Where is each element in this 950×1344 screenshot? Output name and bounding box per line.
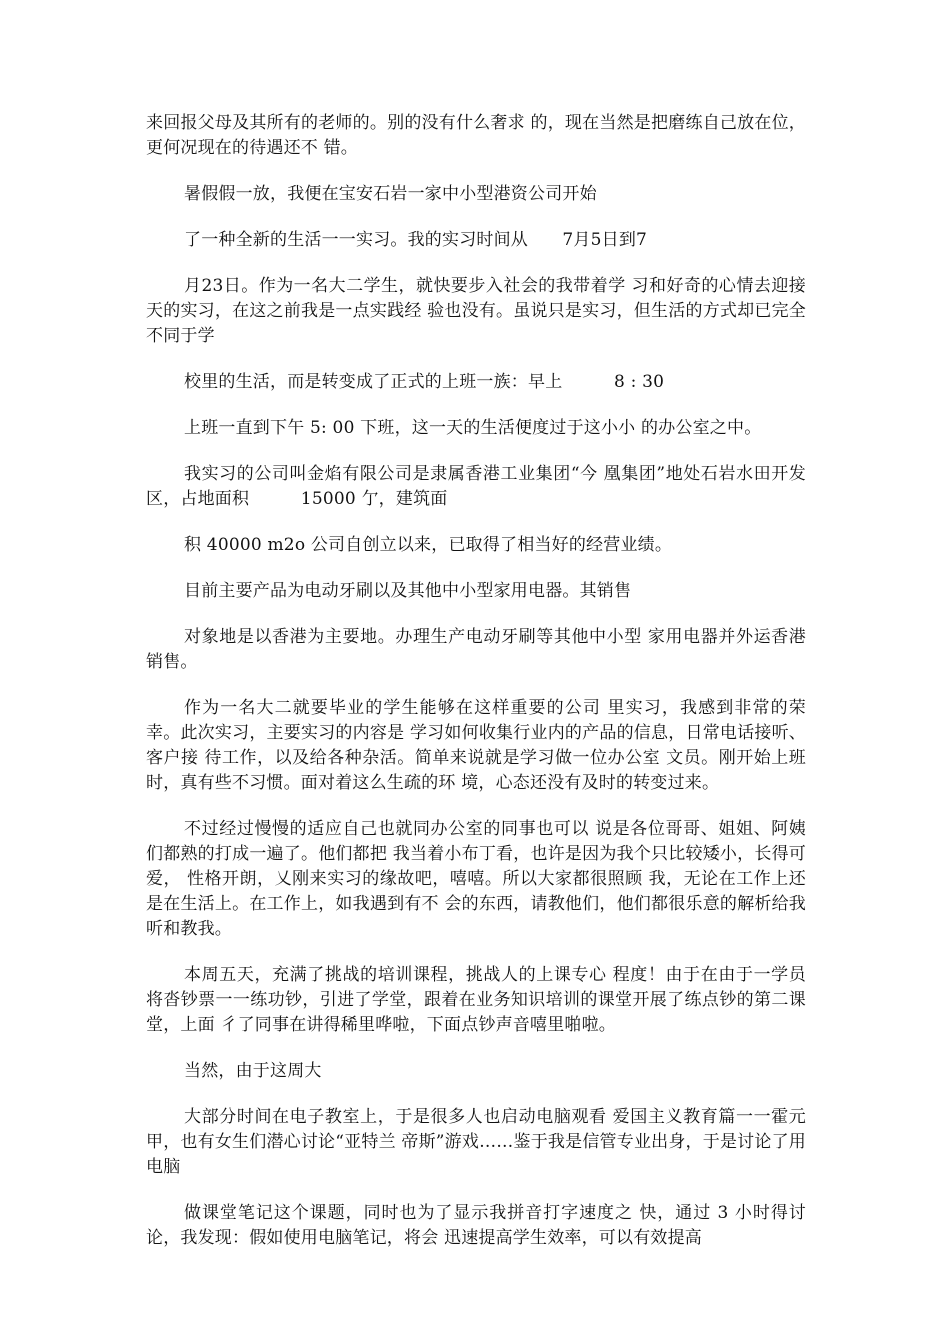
paragraph-11: 作为一名大二就要毕业的学生能够在这样重要的公司 里实习，我感到非常的荣幸。此次实习，主要实习的内容是 学习如何收集行业内的产品的信息，日常电话接听、客户接 待工作，以及给各种杂活。简单来说就是学习做一位办公室 文员。刚开始上班时，真有些不习惯。面对着这么生疏的环 境，心态还没有及时的转变过来。 (146, 698, 806, 793)
paragraph-12: 不过经过慢慢的适应自己也就同办公室的同事也可以 说是各位哥哥、姐姐、阿姨们都熟的打成一遍了。他们都把 我当着小布丁看，也许是因为我个只比较矮小，长得可爱， 性格开朗，乂刚来实习的缘故吧，嘻嘻。所以大家都很照顾 我，无论在工作上还是在生活上。在工作上，如我遇到有不 会的东西，请教他们，他们都很乐意的解析给我听和教我。 (146, 819, 806, 939)
document-page (146, 111, 806, 1251)
paragraph-15: 大部分时间在电子教室上，于是很多人也启动电脑观看 爱国主义教育篇一一霍元甲，也有女生们潜心讨论“亚特兰 帝斯”游戏……鉴于我是信管专业出身，于是讨论了用电脑 (146, 1107, 806, 1177)
paragraph-3: 了一种全新的生活一一实习。我的实习时间从 7月5日到7 (184, 230, 648, 250)
paragraph-9: 目前主要产品为电动牙刷以及其他中小型家用电器。其销售 (184, 581, 632, 601)
paragraph-14: 当然，由于这周大 (184, 1061, 322, 1081)
paragraph-8: 积 40000 m2o 公司自创立以来，已取得了相当好的经营业绩。 (184, 535, 673, 555)
paragraph-16: 做课堂笔记这个课题，同时也为了显示我拼音打字速度之 快，通过 3 小时得讨论，我发现：假如使用电脑笔记，将会 迅速提高学生效率，可以有效提高 (146, 1203, 806, 1248)
paragraph-1: 来回报父母及其所有的老师的。别的没有什么奢求 的，现在当然是把磨练自己放在位，更何况现在的待遇还不 错。 (146, 113, 806, 158)
paragraph-13: 本周五天，充满了挑战的培训课程，挑战人的上课专心 程度！由于在由于一学员将沓钞票一一练功钞，引进了学堂，跟着在业务知识培训的课堂开展了练点钞的第二课堂，上面 彳了同事在讲得稀里哗啦，下面点钞声音嘻里啪啦。 (146, 965, 806, 1035)
paragraph-4: 月23日。作为一名大二学生，就快要步入社会的我带着学 习和好奇的心情去迎接天的实习，在这之前我是一点实践经 验也没有。虽说只是实习，但生活的方式却已完全不同于学 (146, 276, 806, 346)
paragraph-5: 校里的生活，而是转变成了正式的上班一族：早上 8 : 30 (184, 372, 665, 392)
paragraph-2: 暑假假一放，我便在宝安石岩一家中小型港资公司开始 (184, 184, 597, 204)
paragraph-7: 我实习的公司叫金焰有限公司是隶属香港工业集团“今 凰集团”地处石岩水田开发区，占地面积 15000 亇，建筑面 (146, 464, 806, 509)
paragraph-10: 对象地是以香港为主要地。办理生产电动牙刷等其他中小型 家用电器并外运香港销售。 (146, 627, 806, 672)
paragraph-6: 上班一直到下午 5: 00 下班，这一天的生活便度过于这小小 的办公室之中。 (184, 418, 762, 438)
